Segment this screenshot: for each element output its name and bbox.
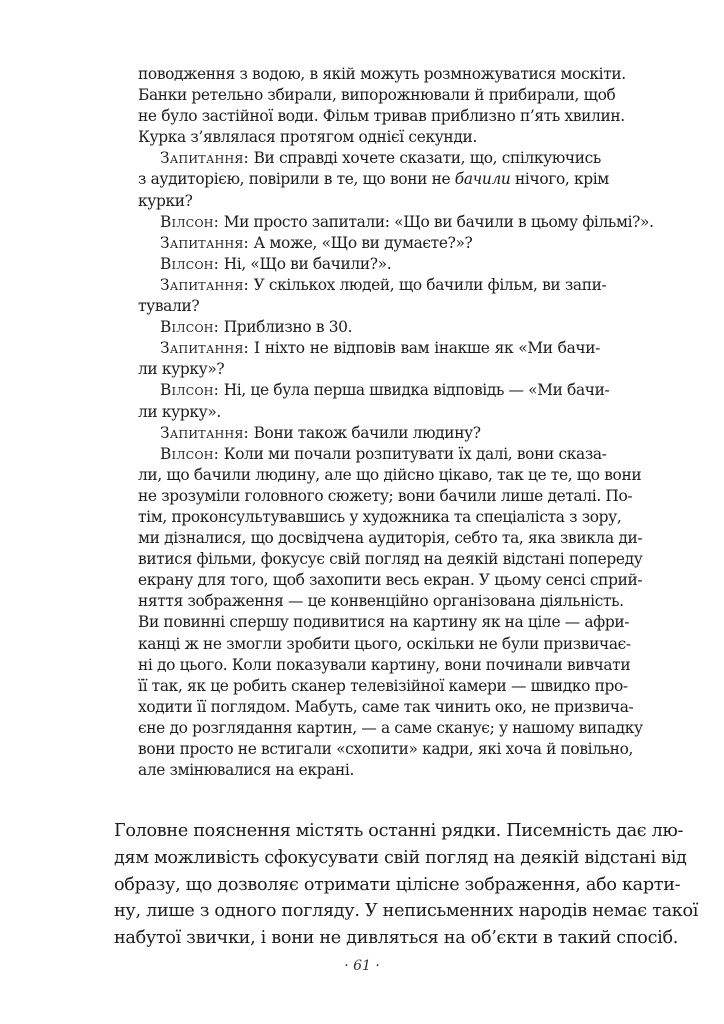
quote-text: Коли ми почали розпитувати їх далі, вони сказа-	[219, 444, 607, 463]
answer-line	[138, 380, 610, 401]
speaker-question: Запитання:	[160, 423, 250, 442]
body-line: ну, лише з одного погляду. У неписьменних народів немає такої	[114, 901, 699, 922]
quote-line: не було застійної води. Фільм тривав приблизно п’ять хвилин.	[138, 107, 625, 126]
speaker-wilson: Вілсон:	[160, 212, 220, 231]
quote-line: витися фільми, фокусує свій погляд на деякій відстані попереду	[138, 550, 643, 569]
answer-line	[138, 254, 600, 275]
question-line	[138, 275, 607, 296]
quote-text: І ніхто не відповів вам інакше як «Ми бачи-	[249, 339, 600, 358]
answer-line	[138, 444, 607, 465]
quote-line: Банки ретельно збирали, випорожнювали й прибирали, щоб	[138, 86, 616, 105]
quote-line: ходити її поглядом. Мабуть, саме так чинить око, не призвича-	[138, 697, 634, 716]
speaker-question: Запитання:	[160, 233, 250, 252]
quote-text: Вони також бачили людину?	[249, 423, 481, 442]
quote-text: з аудиторією, повірили в те, що вони не	[138, 170, 455, 189]
quote-text: нічого, крім	[510, 170, 609, 189]
speaker-wilson: Вілсон:	[160, 318, 220, 337]
interview-quote-block	[138, 64, 654, 781]
answer-line	[138, 212, 654, 233]
page-number: · 61 ·	[344, 958, 380, 974]
quote-line: ні до цього. Коли показували картину, вони починали вивчати	[138, 655, 631, 674]
speaker-question: Запитання:	[160, 339, 250, 358]
body-line: Головне пояснення містять останні рядки. Писемність дає лю-	[114, 821, 684, 841]
question-line	[138, 148, 600, 169]
quote-line: Ви повинні спершу подивитися на картину як на ціле — афри-	[138, 613, 630, 632]
quote-line: ли курку»?	[138, 360, 225, 379]
quote-text: Ні, це була перша швидка відповідь — «Ми бачи-	[219, 381, 610, 400]
quote-line: єне до розглядання картин, — а саме сканує; у нашому випадку	[138, 718, 643, 737]
question-line	[138, 233, 600, 254]
quote-text: А може, «Що ви думаєте?»?	[249, 233, 473, 252]
quote-text: Ви справді хочете сказати, що, спілкуючись	[249, 149, 601, 168]
answer-line	[138, 317, 600, 338]
question-line	[138, 423, 600, 444]
quote-line: її так, як це робить сканер телевізійної камери — швидко про-	[138, 676, 628, 695]
quote-line: курки?	[138, 191, 193, 210]
speaker-wilson: Вілсон:	[160, 444, 220, 463]
quote-line: поводження з водою, в якій можуть розмножуватися москіти.	[138, 65, 626, 83]
quote-line: тім, проконсультувавшись у художника та спеціаліста з зору,	[138, 507, 622, 526]
speaker-question: Запитання:	[160, 275, 250, 294]
body-line: образу, що дозволяє отримати цілісне зображення, або карти-	[114, 874, 681, 895]
quote-line: няття зображення — це конвенційно організована діяльність.	[138, 592, 624, 611]
quote-line: екрану для того, щоб захопити весь екран. У цьому сенсі сприй-	[138, 571, 643, 590]
quote-line: тували?	[138, 297, 200, 316]
quote-line: ли, що бачили людину, але що дійсно цікаво, так це те, що вони	[138, 465, 642, 484]
question-line	[138, 338, 600, 359]
speaker-question: Запитання:	[160, 149, 250, 168]
quote-line: вони просто не встигали «схопити» кадри, які хоча й повільно,	[138, 740, 634, 758]
quote-line: ми дізналися, що досвідчена аудиторія, себто та, яка звикла ди-	[138, 529, 643, 548]
quote-text: Ні, «Що ви бачили?».	[219, 254, 392, 273]
body-line: дям можливість сфокусувати свій погляд на деякій відстані від	[114, 847, 687, 868]
body-line: набутої звички, і вони не дивляться на об’єкти в такий спосіб.	[114, 928, 679, 949]
emphasis-text: бачили	[454, 170, 511, 189]
quote-line: канці ж не змогли зробити цього, оскільки не були призвичає-	[138, 634, 631, 653]
quote-text: У скількох людей, що бачили фільм, ви запи-	[249, 275, 607, 294]
quote-line: але змінювалися на екрані.	[138, 761, 355, 780]
quote-text: Ми просто запитали: «Що ви бачили в цьому фільмі?».	[219, 212, 654, 231]
main-paragraph	[114, 818, 699, 952]
quote-line: не зрозуміли головного сюжету; вони бачили лише деталі. По-	[138, 486, 633, 505]
quote-line: ли курку».	[138, 402, 221, 421]
quote-line	[138, 169, 609, 190]
quote-text: Приблизно в 30.	[219, 318, 353, 337]
speaker-wilson: Вілсон:	[160, 381, 220, 400]
speaker-wilson: Вілсон:	[160, 254, 220, 273]
quote-line: Курка з’являлася протягом однієї секунди.	[138, 128, 477, 147]
